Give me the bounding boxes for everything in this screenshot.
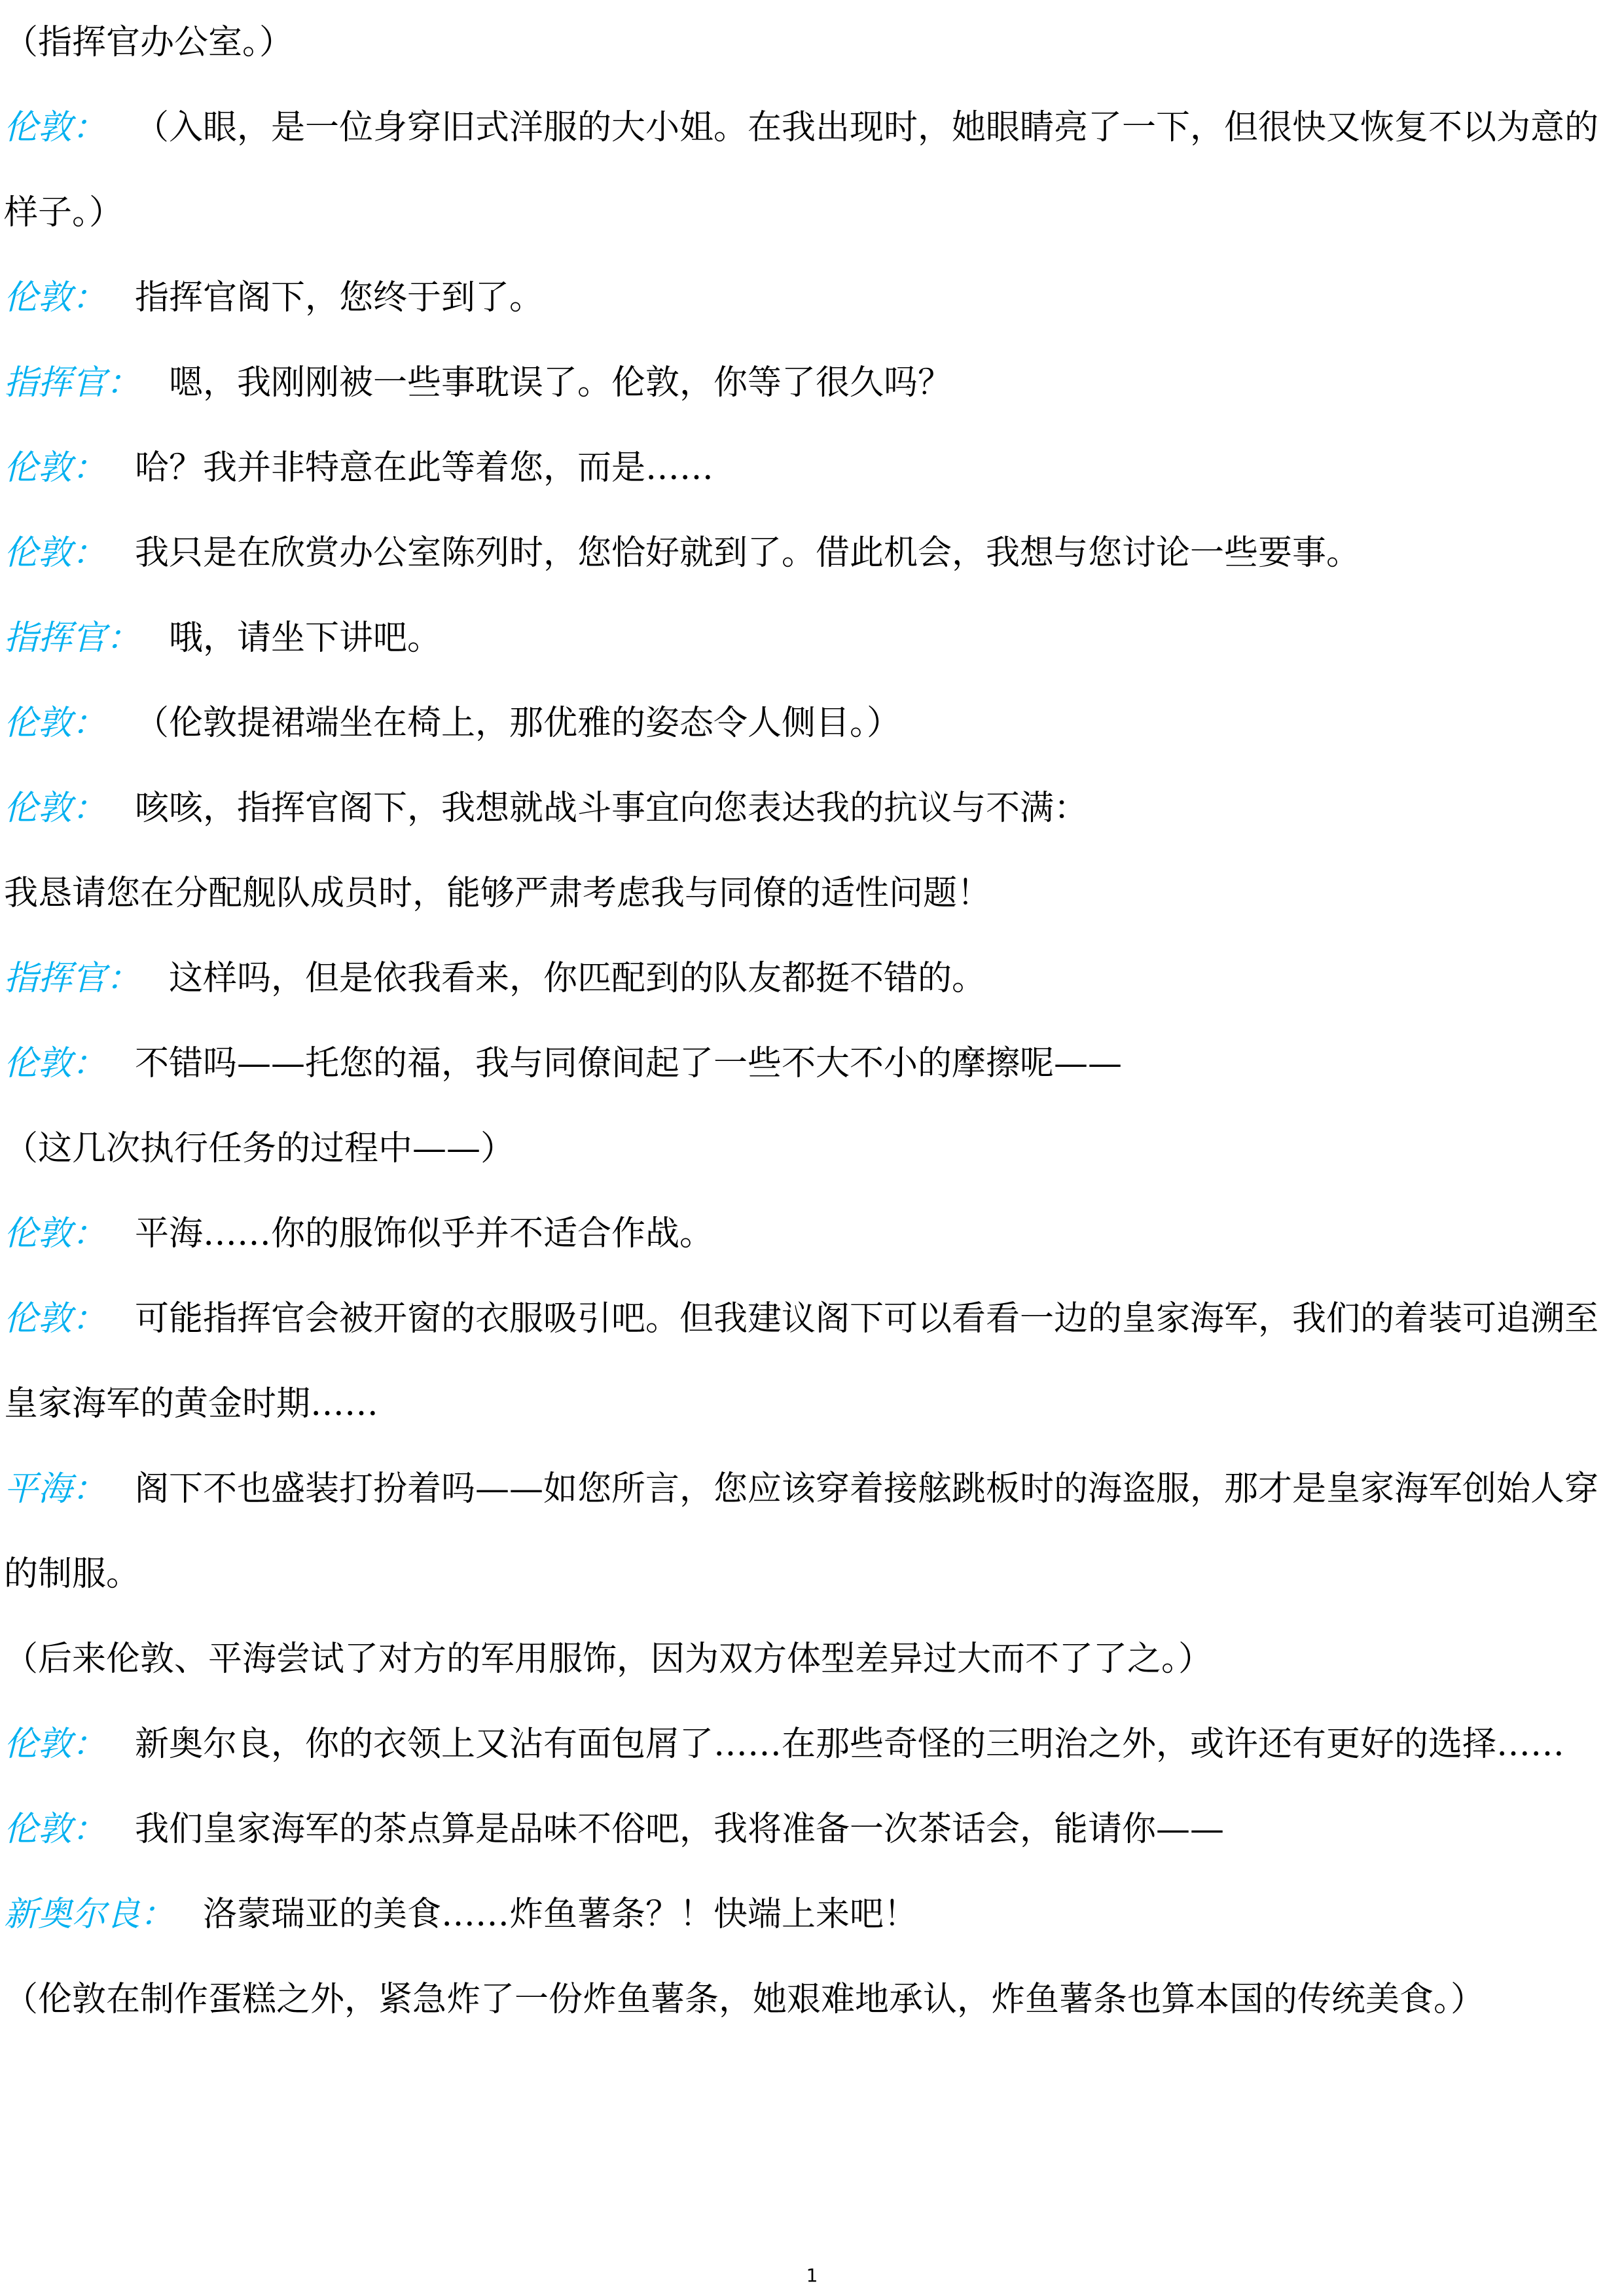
dialogue-text: 洛蒙瑞亚的美食……炸鱼薯条？！快端上来吧！ xyxy=(203,1895,918,1934)
dialogue-text: 不错吗——托您的福，我与同僚间起了一些不大不小的摩擦呢—— xyxy=(135,1044,1123,1083)
dialogue-line xyxy=(4,1446,1621,1617)
document-page xyxy=(4,0,1621,2042)
dialogue-line xyxy=(4,1787,1621,1872)
paragraph-text: （这几次执行任务的过程中——） xyxy=(4,1129,515,1168)
dialogue-text: （伦敦提裙端坐在椅上，那优雅的姿态令人侧目。） xyxy=(135,704,901,743)
dialogue-line xyxy=(4,1872,1621,1957)
speaker-name: 伦敦： xyxy=(4,108,107,147)
dialogue-line xyxy=(4,425,1621,511)
dialogue-line xyxy=(4,1276,1621,1446)
speaker-name: 伦敦： xyxy=(4,1810,107,1849)
speaker-name: 指挥官： xyxy=(4,363,141,403)
speaker-name: 指挥官： xyxy=(4,959,141,998)
paragraph-text: （指挥官办公室。） xyxy=(4,23,294,62)
dialogue-text: 平海……你的服饰似乎并不适合作战。 xyxy=(135,1214,714,1253)
paragraph xyxy=(4,0,1621,85)
speaker-name: 伦敦： xyxy=(4,448,107,488)
paragraph xyxy=(4,1957,1621,2042)
dialogue-text: 我们皇家海军的茶点算是品味不俗吧，我将准备一次茶话会，能请你—— xyxy=(135,1810,1225,1849)
dialogue-line xyxy=(4,681,1621,766)
paragraph xyxy=(4,1106,1621,1191)
paragraph xyxy=(4,851,1621,936)
speaker-name: 伦敦： xyxy=(4,1725,107,1764)
speaker-name: 伦敦： xyxy=(4,278,107,317)
paragraph-text: 我恳请您在分配舰队成员时，能够严肃考虑我与同僚的适性问题！ xyxy=(4,874,992,913)
dialogue-text: （入眼，是一位身穿旧式洋服的大小姐。在我出现时，她眼睛亮了一下，但很快又恢复不以为意的样子。） xyxy=(4,108,1599,232)
dialogue-line xyxy=(4,766,1621,851)
dialogue-line xyxy=(4,511,1621,596)
speaker-name: 新奥尔良： xyxy=(4,1895,175,1934)
dialogue-text: 阁下不也盛装打扮着吗——如您所言，您应该穿着接舷跳板时的海盗服，那才是皇家海军创始人穿的制服。 xyxy=(4,1469,1599,1594)
dialogue-text: 这样吗，但是依我看来，你匹配到的队友都挺不错的。 xyxy=(169,959,986,998)
dialogue-text: 嗯，我刚刚被一些事耽误了。伦敦，你等了很久吗？ xyxy=(169,363,952,403)
paragraph xyxy=(4,1617,1621,1702)
dialogue-line xyxy=(4,255,1621,340)
speaker-name: 伦敦： xyxy=(4,1299,107,1338)
dialogue-text: 哦，请坐下讲吧。 xyxy=(169,619,442,658)
speaker-name: 指挥官： xyxy=(4,619,141,658)
dialogue-line xyxy=(4,936,1621,1021)
speaker-name: 伦敦： xyxy=(4,704,107,743)
dialogue-line xyxy=(4,1021,1621,1106)
dialogue-text: 咳咳，指挥官阁下，我想就战斗事宜向您表达我的抗议与不满： xyxy=(135,789,1089,828)
dialogue-line xyxy=(4,1191,1621,1276)
dialogue-text: 我只是在欣赏办公室陈列时，您恰好就到了。借此机会，我想与您讨论一些要事。 xyxy=(135,533,1361,573)
dialogue-text: 哈？我并非特意在此等着您，而是…… xyxy=(135,448,714,488)
speaker-name: 平海： xyxy=(4,1469,107,1509)
dialogue-line xyxy=(4,340,1621,425)
speaker-name: 伦敦： xyxy=(4,1214,107,1253)
dialogue-line xyxy=(4,1702,1621,1787)
dialogue-line xyxy=(4,85,1621,255)
speaker-name: 伦敦： xyxy=(4,1044,107,1083)
speaker-name: 伦敦： xyxy=(4,789,107,828)
dialogue-text: 新奥尔良，你的衣领上又沾有面包屑了……在那些奇怪的三明治之外，或许还有更好的选择…… xyxy=(135,1725,1565,1764)
dialogue-line xyxy=(4,596,1621,681)
paragraph-text: （伦敦在制作蛋糕之外，紧急炸了一份炸鱼薯条，她艰难地承认，炸鱼薯条也算本国的传统美食。） xyxy=(4,1980,1485,2019)
paragraph-text: （后来伦敦、平海尝试了对方的军用服饰，因为双方体型差异过大而不了了之。） xyxy=(4,1640,1213,1679)
page-number: 1 xyxy=(806,2265,818,2286)
dialogue-text: 可能指挥官会被开窗的衣服吸引吧。但我建议阁下可以看看一边的皇家海军，我们的着装可追溯至皇家海军的黄金时期…… xyxy=(4,1299,1599,1424)
speaker-name: 伦敦： xyxy=(4,533,107,573)
dialogue-text: 指挥官阁下，您终于到了。 xyxy=(135,278,544,317)
